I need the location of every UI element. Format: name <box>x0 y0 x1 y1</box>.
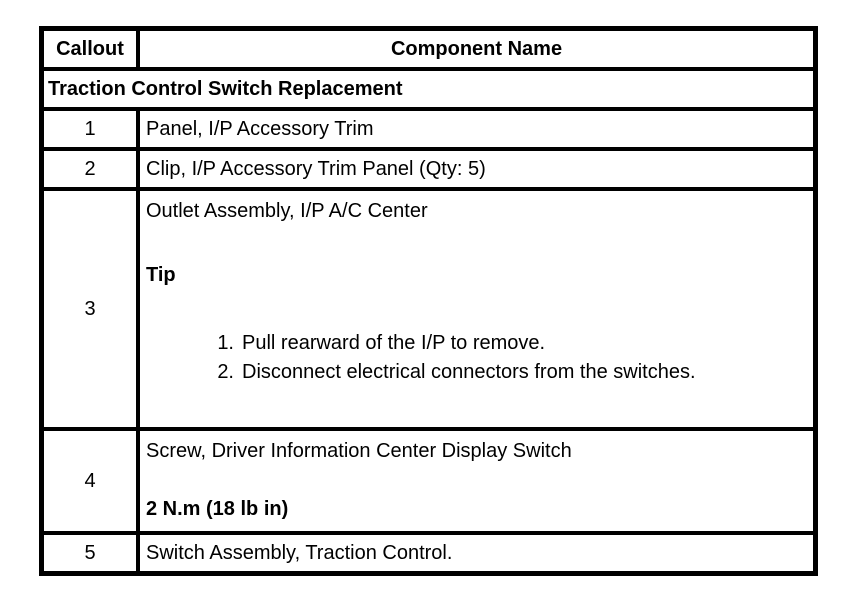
tip-label: Tip <box>146 264 176 286</box>
callout-number: 5 <box>42 533 138 573</box>
header-row <box>42 29 815 69</box>
component-name-cell <box>138 189 815 429</box>
component-name-column-header: Component Name <box>138 29 815 69</box>
torque-spec: 2 N.m (18 lb in) <box>146 498 289 520</box>
component-table <box>39 26 818 576</box>
component-name: Clip, I/P Accessory Trim Panel (Qty: 5) <box>138 149 815 189</box>
step-text: Pull rearward of the I/P to remove. <box>242 332 546 354</box>
list-item <box>146 329 813 358</box>
component-name: Screw, Driver Information Center Display Switch <box>146 440 572 462</box>
callout-number: 3 <box>42 189 138 429</box>
table-row <box>42 109 815 149</box>
component-name: Switch Assembly, Traction Control. <box>138 533 815 573</box>
component-name-cell <box>138 429 815 533</box>
component-name: Panel, I/P Accessory Trim <box>138 109 815 149</box>
table-row <box>42 189 815 429</box>
callout-number: 2 <box>42 149 138 189</box>
step-text: Disconnect electrical connectors from the switches. <box>242 361 696 383</box>
table-row <box>42 149 815 189</box>
section-title: Traction Control Switch Replacement <box>42 69 815 109</box>
list-item <box>146 358 813 387</box>
table-row <box>42 533 815 573</box>
section-row <box>42 69 815 109</box>
callout-number: 1 <box>42 109 138 149</box>
step-number: 2. <box>217 361 234 383</box>
component-name: Outlet Assembly, I/P A/C Center <box>146 200 428 222</box>
step-number: 1. <box>217 332 234 354</box>
callout-column-header: Callout <box>42 29 138 69</box>
callout-number: 4 <box>42 429 138 533</box>
table-row <box>42 429 815 533</box>
tip-steps-list <box>146 329 813 387</box>
